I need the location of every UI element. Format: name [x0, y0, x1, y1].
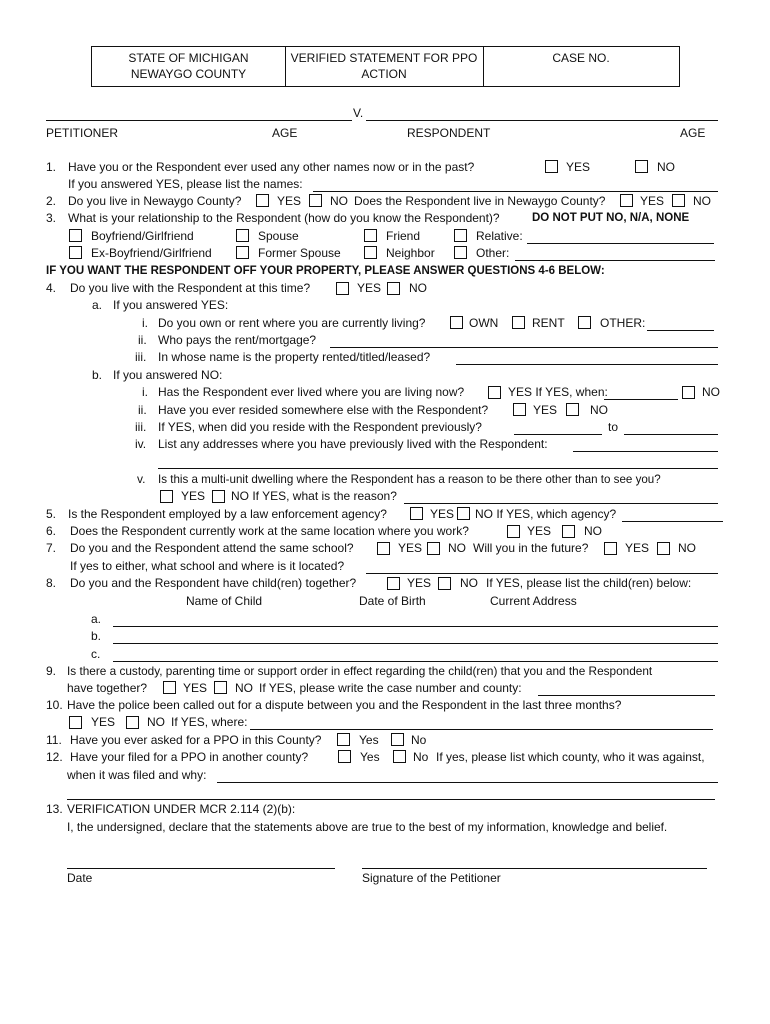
q4bii-no-label: NO [590, 403, 608, 417]
q5-yes-label: YES [430, 507, 455, 521]
header-table [91, 46, 680, 87]
q3-other-line[interactable] [515, 260, 715, 261]
q10-no-label: NO [147, 715, 165, 729]
date-line[interactable] [67, 868, 335, 869]
q12-no-text: If yes, please list which county, who it was against, [436, 750, 705, 764]
q6-no-checkbox[interactable] [562, 525, 575, 538]
q4biii-to-line[interactable] [624, 434, 718, 435]
respondent-label: RESPONDENT [407, 126, 491, 140]
q2b-no-label: NO [693, 194, 711, 208]
q4ai-other-line[interactable] [647, 330, 714, 331]
q8-no-label: NO [460, 576, 478, 590]
q3-boyfriend-label: Boyfriend/Girlfriend [91, 229, 194, 243]
q4bv-reason-line[interactable] [404, 503, 718, 504]
q4ai-other-label: OTHER: [600, 316, 646, 330]
q7b-no-checkbox[interactable] [657, 542, 670, 555]
q3-relative-label: Relative: [476, 229, 523, 243]
q10-no-checkbox[interactable] [126, 716, 139, 729]
q7-text2: Will you in the future? [473, 541, 589, 555]
q4aiii-number: iii. [135, 350, 147, 364]
q12-yes-label: Yes [360, 750, 380, 764]
q2-text2: Does the Respondent live in Newaygo County? [354, 194, 606, 208]
q9-case-line[interactable] [538, 695, 715, 696]
q12-yes-checkbox[interactable] [338, 750, 351, 763]
q8-row-c-label: c. [91, 647, 101, 661]
q11-number: 11. [46, 733, 62, 747]
q2b-yes-label: YES [640, 194, 665, 208]
q12-no-checkbox[interactable] [393, 750, 406, 763]
q4bv-yes-label: YES [181, 489, 206, 503]
q13-number: 13. [46, 802, 63, 816]
q7b-yes-checkbox[interactable] [604, 542, 617, 555]
q4biii-to-label: to [608, 420, 619, 434]
q4biii-from-line[interactable] [514, 434, 602, 435]
q4ai-other-checkbox[interactable] [578, 316, 591, 329]
q4bi-text: Has the Respondent ever lived where you are living now? [158, 385, 465, 399]
q3-neighbor-label: Neighbor [386, 246, 435, 260]
q7-school-line[interactable] [366, 573, 718, 574]
q7b-no-label: NO [678, 541, 696, 555]
q7-yes-checkbox[interactable] [377, 542, 390, 555]
q4bi-no-label: NO [702, 385, 720, 399]
court-cell [92, 47, 285, 86]
q11-yes-label: Yes [359, 733, 379, 747]
q4bi-no-checkbox[interactable] [682, 386, 695, 399]
q4b-label: b. [92, 368, 103, 382]
q4-number: 4. [46, 281, 57, 295]
q4bv-text: Is this a multi-unit dwelling where the Respondent has a reason to be there other than to see you? [158, 473, 661, 486]
case-no-cell[interactable] [483, 47, 679, 86]
q9-text2: have together? [67, 681, 148, 695]
q4bi-yes-label: YES If YES, when: [508, 385, 608, 399]
q8-yes-label: YES [407, 576, 432, 590]
q4bi-number: i. [142, 385, 148, 399]
q7-yes-label: YES [398, 541, 423, 555]
respondent-line[interactable] [366, 120, 718, 121]
q4ai-rent-label: RENT [532, 316, 565, 330]
q4ai-rent-checkbox[interactable] [512, 316, 525, 329]
q3-spouse-checkbox[interactable] [236, 229, 249, 242]
q2-yes-label: YES [277, 194, 302, 208]
q13-declaration: I, the undersigned, declare that the statements above are true to the best of my information, knowledge and belief. [67, 820, 668, 834]
q3-boyfriend-checkbox[interactable] [69, 229, 82, 242]
q4ai-own-label: OWN [469, 316, 499, 330]
q4aii-number: ii. [138, 333, 147, 347]
form-title-line2: ACTION [361, 67, 407, 81]
q10-yes-checkbox[interactable] [69, 716, 82, 729]
q7-no-label: NO [448, 541, 466, 555]
q4biii-number: iii. [135, 420, 147, 434]
q7-no-checkbox[interactable] [427, 542, 440, 555]
q9-number: 9. [46, 664, 57, 678]
q3-other-label: Other: [476, 246, 510, 260]
q3-ex-boyfriend-label: Ex-Boyfriend/Girlfriend [91, 246, 212, 260]
q3-former-spouse-checkbox[interactable] [236, 246, 249, 259]
q1-yes-checkbox[interactable] [545, 160, 558, 173]
q1-number: 1. [46, 160, 57, 174]
q4-no-checkbox[interactable] [387, 282, 400, 295]
case-no-label: CASE NO. [552, 51, 610, 65]
q8-row-b-line[interactable] [113, 643, 718, 644]
q4a-label: a. [92, 298, 103, 312]
q5-number: 5. [46, 507, 57, 521]
q12-sub-text: when it was filed and why: [67, 768, 207, 782]
q12-why-line1[interactable] [217, 782, 718, 783]
petitioner-label: PETITIONER [46, 126, 119, 140]
q5-agency-line[interactable] [622, 521, 723, 522]
date-label: Date [67, 871, 93, 885]
q8-col-dob: Date of Birth [359, 594, 426, 608]
q6-yes-checkbox[interactable] [507, 525, 520, 538]
q3-number: 3. [46, 211, 57, 225]
q4-yes-checkbox[interactable] [336, 282, 349, 295]
q4biv-line1[interactable] [573, 451, 718, 452]
q4ai-own-checkbox[interactable] [450, 316, 463, 329]
q4bv-yes-checkbox[interactable] [160, 490, 173, 503]
petitioner-age-label: AGE [272, 126, 298, 140]
q12-text: Have your filed for a PPO in another county? [70, 750, 309, 764]
q1-no-checkbox[interactable] [635, 160, 648, 173]
q4bv-no-checkbox[interactable] [212, 490, 225, 503]
q1-names-line[interactable] [313, 191, 718, 192]
q8-number: 8. [46, 576, 57, 590]
q4aii-line[interactable] [330, 347, 718, 348]
q4-yes-label: YES [357, 281, 382, 295]
q9-no-checkbox[interactable] [214, 681, 227, 694]
q5-text: Is the Respondent employed by a law enforcement agency? [68, 507, 387, 521]
q8-col-name: Name of Child [186, 594, 263, 608]
q9-yes-label: YES [183, 681, 208, 695]
q4ai-number: i. [142, 316, 148, 330]
q5-no-label: NO If YES, which agency? [475, 507, 617, 521]
q8-yes-checkbox[interactable] [387, 577, 400, 590]
q4-no-label: NO [409, 281, 427, 295]
q4bii-no-checkbox[interactable] [566, 403, 579, 416]
q4a-text: If you answered YES: [113, 298, 229, 312]
q6-text: Does the Respondent currently work at the same location where you work? [70, 524, 469, 538]
q6-number: 6. [46, 524, 57, 538]
q7-number: 7. [46, 541, 57, 555]
q3-spouse-label: Spouse [258, 229, 299, 243]
q4bv-number: v. [137, 472, 146, 486]
q10-no-text: If YES, where: [171, 715, 248, 729]
q10-number: 10. [46, 698, 63, 712]
q4aiii-line[interactable] [456, 364, 718, 365]
q4bii-number: ii. [138, 403, 147, 417]
q11-no-label: No [411, 733, 427, 747]
q11-yes-checkbox[interactable] [337, 733, 350, 746]
form-title-cell [285, 47, 483, 86]
county-name: NEWAYGO COUNTY [130, 67, 247, 81]
q2-no-checkbox[interactable] [309, 194, 322, 207]
q4-text: Do you live with the Respondent at this time? [70, 281, 311, 295]
q2-yes-checkbox[interactable] [256, 194, 269, 207]
q7-text: Do you and the Respondent attend the same school? [70, 541, 354, 555]
q9-text: Is there a custody, parenting time or support order in effect regarding the child(ren) that you and the Respondent [67, 664, 653, 678]
q8-text: Do you and the Respondent have child(ren) together? [70, 576, 357, 590]
q8-row-c-line[interactable] [113, 661, 718, 662]
state-name: STATE OF MICHIGAN [128, 51, 249, 65]
q3-relative-checkbox[interactable] [454, 229, 467, 242]
q3-ex-boyfriend-checkbox[interactable] [69, 246, 82, 259]
q7-sub-text: If yes to either, what school and where is it located? [70, 559, 345, 573]
q3-former-spouse-label: Former Spouse [258, 246, 341, 260]
q11-text: Have you ever asked for a PPO in this County? [70, 733, 322, 747]
versus: V. [353, 106, 364, 120]
q8-col-address: Current Address [490, 594, 577, 608]
q11-no-checkbox[interactable] [391, 733, 404, 746]
q8-row-a-line[interactable] [113, 626, 718, 627]
q8-no-checkbox[interactable] [438, 577, 451, 590]
q3-friend-label: Friend [386, 229, 421, 243]
q10-where-line[interactable] [250, 729, 713, 730]
q4bv-no-label: NO If YES, what is the reason? [231, 489, 397, 503]
q4biv-number: iv. [135, 437, 147, 451]
form-title-line1: VERIFIED STATEMENT FOR PPO [290, 51, 478, 65]
q4biv-text: List any addresses where you have previously lived with the Respondent: [158, 437, 548, 451]
q2-number: 2. [46, 194, 57, 208]
q2b-no-checkbox[interactable] [672, 194, 685, 207]
q7b-yes-label: YES [625, 541, 650, 555]
q8-no-text: If YES, please list the child(ren) below: [486, 576, 692, 590]
q4bii-yes-label: YES [533, 403, 558, 417]
q2-text: Do you live in Newaygo County? [68, 194, 242, 208]
q4bii-yes-checkbox[interactable] [513, 403, 526, 416]
q9-no-text: If YES, please write the case number and county: [259, 681, 522, 695]
q4bii-text: Have you ever resided somewhere else with the Respondent? [158, 403, 489, 417]
q3-relative-line[interactable] [527, 243, 714, 244]
respondent-age-label: AGE [680, 126, 706, 140]
q9-no-label: NO [235, 681, 253, 695]
q6-yes-label: YES [527, 524, 552, 538]
signature-label: Signature of the Petitioner [362, 871, 501, 885]
q5-yes-checkbox[interactable] [410, 507, 423, 520]
q4aiii-text: In whose name is the property rented/titled/leased? [158, 350, 431, 364]
q4b-text: If you answered NO: [113, 368, 223, 382]
q4bi-yes-checkbox[interactable] [488, 386, 501, 399]
q12-why-line2[interactable] [67, 799, 715, 800]
q1-no-label: NO [657, 160, 675, 174]
q1-text: Have you or the Respondent ever used any other names now or in the past? [68, 160, 475, 174]
q5-no-checkbox[interactable] [457, 507, 470, 520]
q4bi-when-line[interactable] [604, 399, 678, 400]
q3-friend-checkbox[interactable] [364, 229, 377, 242]
q9-yes-checkbox[interactable] [163, 681, 176, 694]
q6-no-label: NO [584, 524, 602, 538]
q8-row-b-label: b. [91, 629, 102, 643]
q2-no-label: NO [330, 194, 348, 208]
q1-yes-label: YES [566, 160, 591, 174]
q4biv-line2[interactable] [158, 468, 718, 469]
q4ai-text: Do you own or rent where you are currently living? [158, 316, 426, 330]
q4aii-text: Who pays the rent/mortgage? [158, 333, 317, 347]
property-notice: IF YOU WANT THE RESPONDENT OFF YOUR PROPERTY, PLEASE ANSWER QUESTIONS 4-6 BELOW: [46, 265, 605, 277]
q12-no-label: No [413, 750, 429, 764]
q8-row-a-label: a. [91, 612, 102, 626]
q13-text: VERIFICATION UNDER MCR 2.114 (2)(b): [67, 802, 296, 816]
petitioner-line[interactable] [46, 120, 352, 121]
q4biii-text: If YES, when did you reside with the Respondent previously? [158, 420, 482, 434]
q10-yes-label: YES [91, 715, 116, 729]
q3-emphasis: DO NOT PUT NO, N/A, NONE [532, 212, 690, 224]
q10-text: Have the police been called out for a dispute between you and the Respondent in the last three months? [67, 698, 622, 712]
q3-neighbor-checkbox[interactable] [364, 246, 377, 259]
signature-line[interactable] [362, 868, 707, 869]
q3-text: What is your relationship to the Respondent (how do you know the Respondent)? [68, 211, 500, 225]
q12-number: 12. [46, 750, 63, 764]
q2b-yes-checkbox[interactable] [620, 194, 633, 207]
q3-other-checkbox[interactable] [454, 246, 467, 259]
q1-sub-text: If you answered YES, please list the names: [68, 177, 303, 191]
